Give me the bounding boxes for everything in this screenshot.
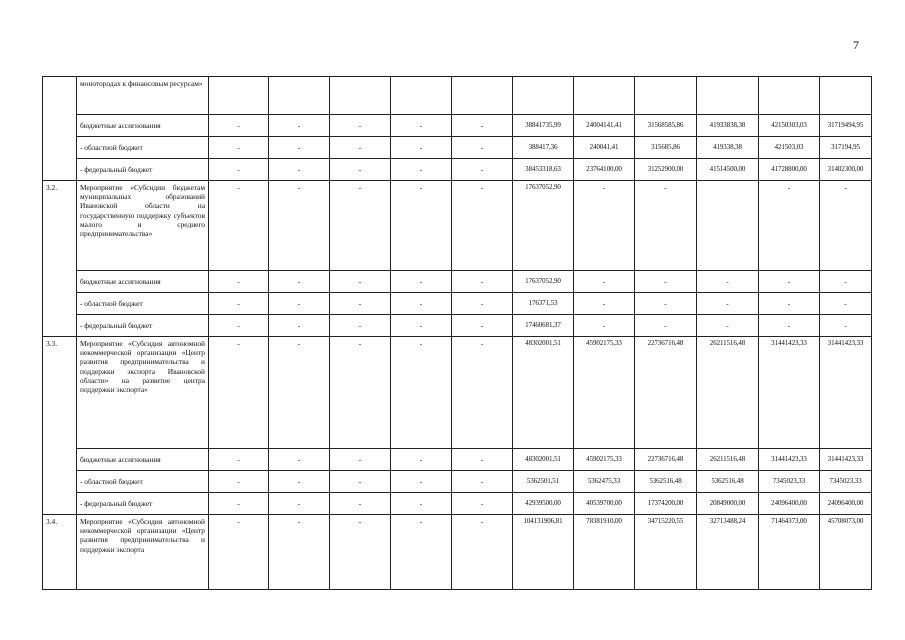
value-cell: - (391, 449, 452, 471)
value-cell: - (391, 337, 452, 449)
item-number-cell: 3.4. (43, 515, 77, 590)
value-cell: - (452, 271, 513, 293)
budget-line-label: - областной бюджет (77, 137, 209, 159)
page-number: 7 (853, 38, 859, 52)
value-cell: 17637052,90 (513, 181, 574, 271)
table-row (43, 137, 872, 159)
value-cell: 48302001,51 (513, 449, 574, 471)
value-cell: - (209, 271, 269, 293)
value-cell: - (330, 271, 391, 293)
value-cell: 315685,86 (635, 137, 697, 159)
value-cell: 48302001,51 (513, 337, 574, 449)
value-cell: - (391, 115, 452, 137)
value-cell: 22736716,48 (635, 337, 697, 449)
value-cell: - (330, 159, 391, 181)
value-cell: 22736716,48 (635, 449, 697, 471)
value-cell: 388417,36 (513, 137, 574, 159)
value-cell: - (452, 137, 513, 159)
value-cell (759, 77, 820, 115)
table-row (43, 449, 872, 471)
value-cell: - (209, 515, 269, 590)
value-cell: - (330, 115, 391, 137)
value-cell: 31568585,86 (635, 115, 697, 137)
value-cell (330, 77, 391, 115)
budget-line-label: - областной бюджет (77, 471, 209, 493)
value-cell (820, 77, 872, 115)
value-cell: - (330, 293, 391, 315)
value-cell: 34715220,55 (635, 515, 697, 590)
table-row (43, 515, 872, 590)
value-cell: 45902175,33 (574, 449, 635, 471)
item-number-cell: 3.3. (43, 337, 77, 515)
value-cell: - (391, 293, 452, 315)
value-cell: - (574, 315, 635, 337)
value-cell: - (574, 293, 635, 315)
budget-line-label: - федеральный бюджет (77, 315, 209, 337)
value-cell: - (209, 159, 269, 181)
value-cell: - (209, 137, 269, 159)
value-cell: 5362516,48 (697, 471, 759, 493)
measure-description-cell: Мероприятие «Субсидия автономной некоммерческой организации «Центр развития предпринимательства и поддержки экспорта (77, 515, 209, 590)
value-cell: - (452, 515, 513, 590)
value-cell: - (391, 271, 452, 293)
table-row (43, 77, 872, 115)
value-cell: - (391, 137, 452, 159)
value-cell: - (209, 293, 269, 315)
value-cell: - (452, 115, 513, 137)
value-cell: - (209, 449, 269, 471)
value-cell (269, 77, 330, 115)
value-cell: - (820, 271, 872, 293)
budget-line-label: бюджетные ассигнования (77, 115, 209, 137)
value-cell: 45708073,00 (820, 515, 872, 590)
table-row (43, 159, 872, 181)
value-cell: 7345023,33 (820, 471, 872, 493)
budget-line-label: - федеральный бюджет (77, 493, 209, 515)
value-cell: - (635, 293, 697, 315)
value-cell: - (635, 315, 697, 337)
value-cell: - (269, 515, 330, 590)
value-cell: 24096400,00 (820, 493, 872, 515)
value-cell: - (759, 315, 820, 337)
budget-line-label: - областной бюджет (77, 293, 209, 315)
value-cell: - (697, 315, 759, 337)
value-cell: 176371,53 (513, 293, 574, 315)
value-cell: - (269, 181, 330, 271)
value-cell: - (820, 181, 872, 271)
value-cell: - (759, 181, 820, 271)
value-cell (635, 77, 697, 115)
value-cell: - (820, 315, 872, 337)
value-cell: - (452, 449, 513, 471)
value-cell: 45902175,33 (574, 337, 635, 449)
budget-line-label: бюджетные ассигнования (77, 271, 209, 293)
value-cell: - (452, 471, 513, 493)
value-cell: 26211516,48 (697, 337, 759, 449)
value-cell: 104131906,81 (513, 515, 574, 590)
budget-table (42, 76, 872, 590)
value-cell: - (391, 159, 452, 181)
value-cell: 41728800,00 (759, 159, 820, 181)
value-cell: 26211516,48 (697, 449, 759, 471)
value-cell: - (635, 181, 697, 271)
value-cell: - (697, 293, 759, 315)
value-cell: 17374200,00 (635, 493, 697, 515)
value-cell: 78381910,00 (574, 515, 635, 590)
value-cell: - (452, 181, 513, 271)
value-cell: 5362516,48 (635, 471, 697, 493)
value-cell: - (759, 293, 820, 315)
value-cell (513, 77, 574, 115)
value-cell: - (269, 315, 330, 337)
value-cell: - (209, 493, 269, 515)
value-cell: - (330, 181, 391, 271)
value-cell: 31441423,33 (759, 337, 820, 449)
value-cell: - (452, 159, 513, 181)
value-cell (697, 181, 759, 271)
value-cell: 71464373,00 (759, 515, 820, 590)
value-cell (697, 77, 759, 115)
value-cell: 31719494,95 (820, 115, 872, 137)
value-cell: 17460681,37 (513, 315, 574, 337)
value-cell: 24004141,41 (574, 115, 635, 137)
value-cell: 240041,41 (574, 137, 635, 159)
value-cell: 31441423,33 (820, 449, 872, 471)
value-cell: - (820, 293, 872, 315)
value-cell: 31441423,33 (759, 449, 820, 471)
item-number-cell (43, 77, 77, 181)
value-cell: - (269, 337, 330, 449)
value-cell: 24096400,00 (759, 493, 820, 515)
value-cell: 421503,03 (759, 137, 820, 159)
value-cell: - (269, 115, 330, 137)
value-cell: 5362475,33 (574, 471, 635, 493)
value-cell: - (209, 315, 269, 337)
value-cell: - (391, 493, 452, 515)
budget-line-label: монотородах к финансовым ресурсам» (77, 77, 209, 115)
value-cell: - (391, 181, 452, 271)
value-cell: - (269, 471, 330, 493)
value-cell: - (330, 337, 391, 449)
value-cell: - (269, 293, 330, 315)
value-cell: 31252900,00 (635, 159, 697, 181)
table-row (43, 337, 872, 449)
value-cell: - (452, 337, 513, 449)
value-cell: - (697, 271, 759, 293)
table-row (43, 271, 872, 293)
value-cell: 42939500,00 (513, 493, 574, 515)
value-cell (391, 77, 452, 115)
value-cell: - (269, 159, 330, 181)
budget-line-label: - федеральный бюджет (77, 159, 209, 181)
value-cell: - (391, 315, 452, 337)
value-cell: - (574, 181, 635, 271)
value-cell: - (391, 515, 452, 590)
table-row (43, 315, 872, 337)
table-row (43, 181, 872, 271)
value-cell: - (269, 137, 330, 159)
value-cell: - (269, 449, 330, 471)
value-cell: - (330, 471, 391, 493)
item-number-cell: 3.2. (43, 181, 77, 337)
value-cell: - (759, 271, 820, 293)
table-row (43, 293, 872, 315)
value-cell: - (452, 315, 513, 337)
value-cell (452, 77, 513, 115)
table-row (43, 115, 872, 137)
value-cell: - (330, 315, 391, 337)
value-cell: - (209, 337, 269, 449)
value-cell: - (330, 515, 391, 590)
value-cell: 38453318,63 (513, 159, 574, 181)
value-cell: 38841735,99 (513, 115, 574, 137)
budget-line-label: бюджетные ассигнования (77, 449, 209, 471)
value-cell: 41933838,38 (697, 115, 759, 137)
table-row (43, 471, 872, 493)
value-cell: 42150303,03 (759, 115, 820, 137)
value-cell: 7345023,33 (759, 471, 820, 493)
measure-description-cell: Мероприятие «Субсидии бюджетам муниципальных образований Ивановской области на государственную поддержку субъектов малого и среднего предпринимательства» (77, 181, 209, 271)
value-cell: 419338,38 (697, 137, 759, 159)
value-cell: 23764100,00 (574, 159, 635, 181)
value-cell: 40539700,00 (574, 493, 635, 515)
value-cell: - (330, 137, 391, 159)
value-cell: 31402300,00 (820, 159, 872, 181)
value-cell (209, 77, 269, 115)
value-cell: - (269, 493, 330, 515)
value-cell: - (209, 471, 269, 493)
value-cell: - (391, 471, 452, 493)
value-cell: 17637052,90 (513, 271, 574, 293)
value-cell: - (330, 449, 391, 471)
value-cell: - (269, 271, 330, 293)
value-cell: 5362501,51 (513, 471, 574, 493)
value-cell: 31441423,33 (820, 337, 872, 449)
value-cell: - (574, 271, 635, 293)
value-cell: - (209, 115, 269, 137)
value-cell: 41514500,00 (697, 159, 759, 181)
measure-description-cell: Мероприятие «Субсидия автономной некоммерческой организации «Центр развития предпринимательства и поддержки экспорта Ивановской области» на развитие центра поддержки экспорта» (77, 337, 209, 449)
value-cell: - (209, 181, 269, 271)
value-cell: 32713488,24 (697, 515, 759, 590)
value-cell (574, 77, 635, 115)
value-cell: - (452, 293, 513, 315)
value-cell: - (452, 493, 513, 515)
value-cell: 20849000,00 (697, 493, 759, 515)
table-row (43, 493, 872, 515)
value-cell: - (635, 271, 697, 293)
value-cell: - (330, 493, 391, 515)
value-cell: 317194,95 (820, 137, 872, 159)
